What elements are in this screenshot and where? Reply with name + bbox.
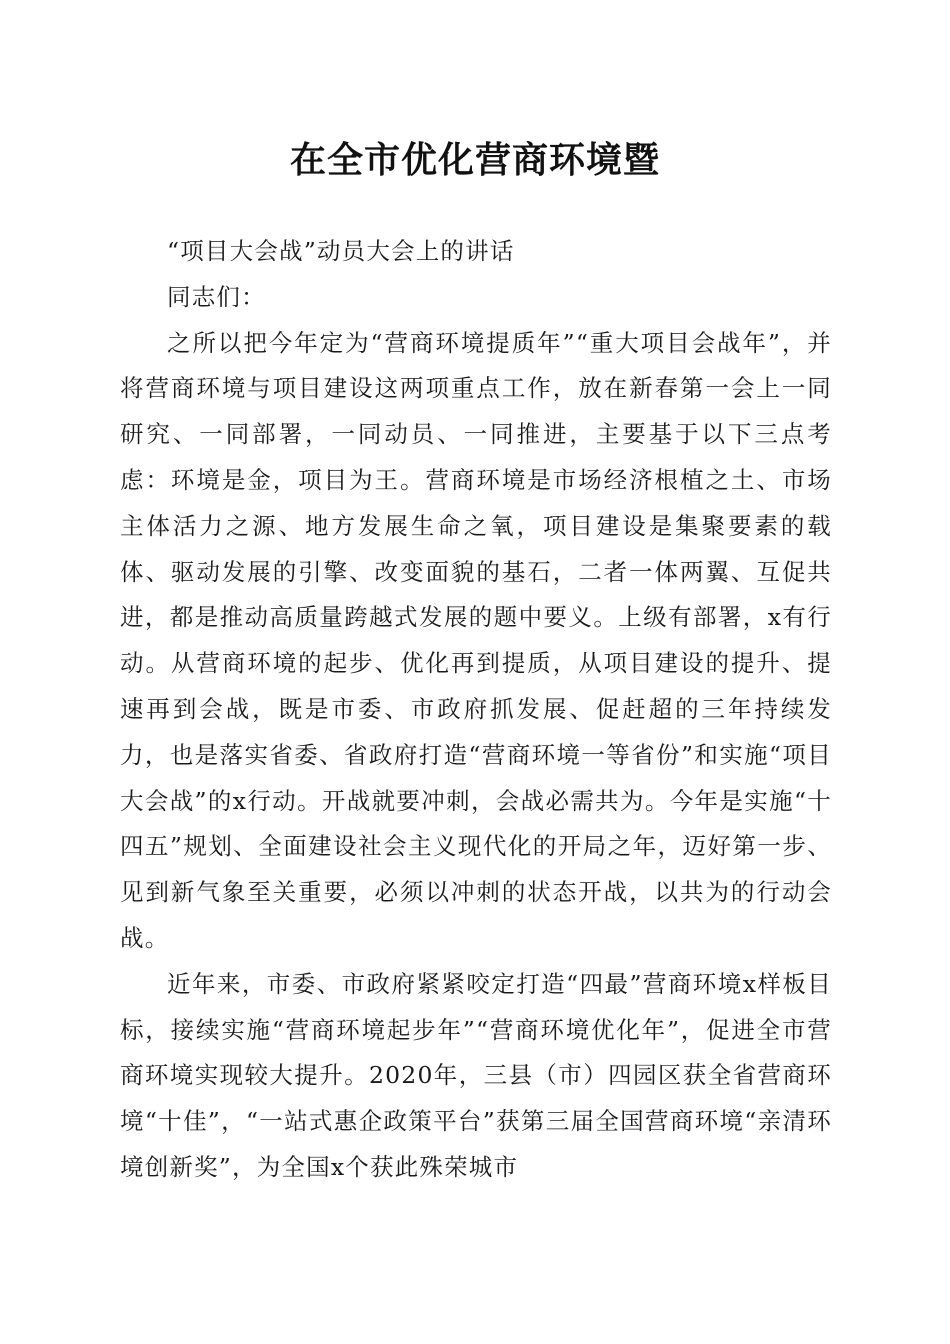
subtitle-paragraph: “项目大会战”动员大会上的讲话 xyxy=(167,237,515,265)
document-body xyxy=(120,229,832,1191)
salutation-paragraph: 同志们： xyxy=(167,282,266,311)
body-paragraph: 近年来，市委、市政府紧紧咬定打造“四最”营商环境x样板目标，接续实施“营商环境起步年”“营商环境优化年”，促进全市营商环境实现较大提升。2020年，三县（市）四园区获全省营商环境“十佳”，“一站式惠企政策平台”获第三届全国营商环境“亲清环境创新奖”，为全国x个获此殊荣城市 xyxy=(120,969,832,1181)
body-paragraph: 之所以把今年定为“营商环境提质年”“重大项目会战年”，并将营商环境与项目建设这两项重点工作，放在新春第一会上一同研究、一同部署，一同动员、一同推进，主要基于以下三点考虑：环境是金，项目为王。营商环境是市场经济根植之土、市场主体活力之源、地方发展生命之氧，项目建设是集聚要素的载体、驱动发展的引擎、改变面貌的基石，二者一体两翼、互促共进，都是推动高质量跨越式发展的题中要义。上级有部署，x有行动。从营商环境的起步、优化再到提质，从项目建设的提升、提速再到会战，既是市委、市政府抓发展、促赶超的三年持续发力，也是落实省委、省政府打造“营商环境一等省份”和实施“项目大会战”的x行动。开战就要冲刺，会战必需共为。今年是实施“十四五”规划、全面建设社会主义现代化的开局之年，迈好第一步、见到新气象至关重要，必须以冲刺的状态开战，以共为的行动会战。 xyxy=(120,328,832,952)
document-title: 在全市优化营商环境暨 xyxy=(289,139,660,181)
